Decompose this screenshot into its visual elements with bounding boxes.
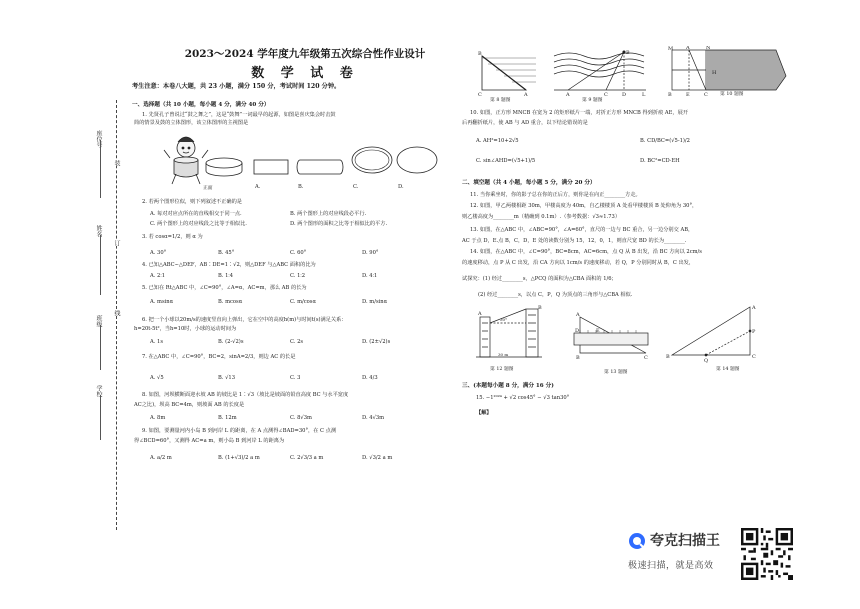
svg-text:E: E — [686, 92, 690, 98]
q1-option-b: B. — [298, 184, 304, 190]
q4-option-a: A. 2∶1 — [150, 273, 165, 279]
q11-text: 11. 当你乘坐时，你的影子总在你的正后方，则你是在向正________方走。 — [470, 192, 641, 198]
drummer-image — [164, 137, 208, 184]
svg-text:E: E — [596, 328, 600, 334]
drum-solid — [206, 158, 242, 176]
svg-text:C: C — [752, 354, 756, 360]
svg-text:Q: Q — [704, 358, 709, 363]
svg-text:D: D — [575, 328, 580, 334]
page-title: 2023～2024 学年度九年级第五次综合性作业设计 — [184, 48, 426, 60]
q8-text-b: AC之比)，坝高 BC=4m，则坡面 AB 的长度是 — [134, 402, 245, 408]
q6-option-a: A. 1s — [150, 339, 164, 345]
q6-option-b: B. (2-√2)s — [218, 339, 244, 345]
svg-text:M: M — [668, 46, 674, 52]
fig12-buildings — [476, 305, 542, 357]
q3-option-b: B. 45° — [218, 250, 235, 256]
svg-text:C: C — [604, 92, 608, 98]
answer-label: 【解】 — [476, 410, 492, 416]
q5-option-c: C. m/cosα — [290, 299, 316, 305]
svg-text:B: B — [576, 355, 580, 361]
fig12-caption: 第 12 题图 — [490, 367, 514, 372]
q4-option-b: B. 1∶4 — [218, 273, 234, 279]
q1-option-d: D. — [398, 184, 404, 190]
svg-text:C: C — [478, 92, 482, 98]
svg-text:D: D — [622, 92, 627, 98]
name-label: 姓名 — [95, 225, 102, 237]
q4-option-d: D. 4∶1 — [362, 273, 378, 279]
q2-option-c: C. 两个图形上的对应线段之比等于相似比. — [150, 221, 247, 227]
svg-text:H: H — [712, 70, 717, 76]
svg-text:A: A — [524, 92, 528, 98]
qr-code — [741, 528, 793, 580]
svg-text:C: C — [644, 355, 648, 361]
q5-option-a: A. msinα — [150, 299, 174, 305]
q9-option-c: C. 2√3/3 a m — [290, 455, 324, 461]
section2-heading: 二、填空题（共 4 小题，每小题 5 分，满分 20 分） — [462, 180, 596, 186]
q1-text-b: 简的情景及鼓的立体图形，该立体图形的主视图是 — [134, 120, 249, 126]
q7-option-b: B. √13 — [218, 375, 236, 381]
svg-text:30°: 30° — [500, 317, 508, 322]
fig13-caption: 第 13 题图 — [604, 370, 628, 375]
q3-option-d: D. 90° — [362, 250, 379, 256]
q7-option-d: D. 4/3 — [362, 375, 378, 381]
scanner-logo-icon — [628, 532, 646, 550]
q1-text: 1. 先贤孔子曾说过“鼓之舞之”，这是“鼓舞”一词最早的起源，如图是喜庆集会时击鼓 — [142, 112, 336, 118]
bind-mark-zhuang: 装 — [113, 160, 120, 166]
svg-text:C: C — [704, 92, 708, 98]
q9-option-b: B. (1+√3)/2 a m — [218, 455, 260, 461]
q8-option-d: D. 4√3m — [362, 415, 385, 421]
scanner-brand — [628, 528, 738, 578]
section1-heading: 一、选择题（共 10 小题，每小题 4 分，满分 40 分） — [132, 102, 270, 108]
svg-text:30 m: 30 m — [498, 352, 509, 357]
q8-option-c: C. 8√3m — [290, 415, 312, 421]
q12-text: 12. 如图，甲乙两楼相距 30m，甲楼高度为 40m，自乙楼楼顶 A 处看甲楼楼顶 B 处仰角为 30°， — [470, 203, 698, 209]
seat-underline — [100, 140, 101, 198]
q6-text-b: h=20t-5t²，当h=10时，小球的运动时间为 — [134, 326, 237, 332]
fig13-ruler — [574, 312, 648, 361]
svg-text:N: N — [706, 46, 711, 51]
bind-mark-xian: 线 — [113, 310, 120, 316]
q4-text: 4. 已知△ABC∽△DEF，AB∶DE=1∶√2，则△DEF 与△ABC 面积的比为 — [142, 262, 316, 268]
q6-text: 6. 把一个小球以20m/s的速度竖直向上弹出，它在空中的高度h(m)与时间t(s)满足关系： — [142, 317, 347, 323]
seat-label: 座位号 — [95, 130, 102, 148]
fig8-dam — [478, 51, 536, 98]
class-underline — [100, 325, 101, 370]
svg-text:P: P — [752, 329, 756, 335]
option-d-shape — [397, 147, 437, 173]
q9-option-d: D. √3/2 a m — [362, 455, 393, 461]
fig14-caption: 第 14 题图 — [716, 367, 740, 372]
q9-option-a: A. a/2 m — [150, 455, 172, 461]
fig10-caption: 第 10 题图 — [720, 92, 744, 97]
svg-text:A: A — [576, 312, 580, 318]
option-b-shape — [297, 160, 343, 174]
q4-option-c: C. 1∶2 — [290, 273, 306, 279]
option-a-shape — [254, 160, 288, 174]
q9-text-b: 得∠BCD=60°，又测得 AC=a m，则小岛 B 到河岸 L 的距离为 — [134, 438, 285, 444]
bind-mark-ding: 订 — [113, 240, 120, 246]
school-underline — [100, 395, 101, 440]
q8-option-a: A. 8m — [150, 415, 166, 421]
q7-option-a: A. √5 — [150, 375, 164, 381]
q10-text-b: 后再翻折纸片，使 AB 与 AD 重合，以下结论错误的是 — [462, 120, 588, 126]
svg-text:A: A — [478, 311, 482, 317]
fig8-caption: 第 8 题图 — [490, 98, 511, 103]
school-label: 学校 — [95, 385, 102, 397]
q13-text-b: AC 于点 D，E.点 B，C，D，E 处的读数分别为 15，12，0，1，则直尺宽 BD 的长为________. — [462, 238, 687, 244]
q12-text-b: 则乙楼高度为________m（精确到 0.1m）.（参考数据：√3≈1.73） — [462, 214, 621, 220]
q9-text: 9. 如图，要测量河内小岛 B 到河岸 L 的距离，在 A 点测得∠BAD=30°，在 C 点测 — [142, 428, 337, 434]
option-c-shape — [352, 147, 392, 173]
figures-8-9-10 — [476, 46, 794, 102]
svg-text:B: B — [668, 92, 672, 98]
q5-option-d: D. m/sinα — [362, 299, 388, 305]
q10-option-a: A. AH²=10+2√5 — [476, 138, 519, 144]
exam-subtitle: 数 学 试 卷 — [251, 66, 359, 81]
class-label: 班级 — [95, 315, 102, 327]
q14-part2: (2) 经过________s，以点 C，P，Q 为顶点的三角形与△CBA 相似. — [478, 292, 633, 298]
section3-heading: 三、(本题每小题 8 分，满分 16 分) — [462, 383, 554, 389]
q14-text-b: 的速度移动，点 P 从 C 出发，沿 CA 方向以 1cm/s 的速度移动，若 Q，P 分别同时从 B，C 出发， — [462, 260, 695, 266]
q14-text: 14. 如图，在△ABC 中，∠C=90°，BC=8cm，AC=6cm，点 Q 从 B 出发，沿 BC 方向以 2cm/s — [470, 249, 702, 255]
q3-option-c: C. 60° — [290, 250, 307, 256]
q5-text: 5. 已知在 Rt△ABC 中，∠C=90°，∠A=α，AC=m，那么 AB 的长为 — [142, 285, 307, 291]
q10-option-d: D. BC²=CD·EH — [640, 158, 680, 164]
q3-option-a: A. 30° — [150, 250, 167, 256]
q10-option-b: B. CD/BC=(√5-1)/2 — [640, 138, 690, 144]
q3-text: 3. 若 cosα=1/2，则 α 为 — [142, 234, 203, 240]
svg-text:B: B — [538, 305, 542, 311]
svg-text:B: B — [478, 51, 482, 57]
q1-front-label: 正面 — [203, 186, 213, 191]
q15-text: 15. −1²⁰²⁴ + √2 cos45° − √3 tan30° — [476, 395, 570, 401]
q10-text: 10. 如图，正方形 MNCB 在宽为 2 的矩形纸片一端，对折正方形 MNCB 得到折痕 AE，展开 — [470, 110, 688, 116]
exam-notice: 考生注意：本卷八大题，共 23 小题，满分 150 分，考试时间 120 分钟。 — [132, 83, 341, 90]
name-underline — [100, 235, 101, 295]
svg-text:L: L — [642, 92, 646, 98]
q2-option-b: B. 两个图形上的对应线段必平行. — [290, 211, 367, 217]
q10-option-c: C. sin∠AHD=(√5+1)/5 — [476, 158, 536, 164]
q13-text: 13. 如图，在△ABC 中，∠ABC=90°，∠A=60°，直尺的一边与 BC 重合，另一边分别交 AB， — [470, 227, 694, 233]
q7-option-c: C. 3 — [290, 375, 301, 381]
svg-text:B: B — [626, 50, 630, 56]
q1-figure — [160, 130, 440, 192]
q8-text: 8. 如图，河坝横断面迎水坡 AB 的坡比是 1∶√3（坡比是坡面的铅直高度 BC 与水平宽度 — [142, 392, 349, 398]
q1-option-c: C. — [353, 184, 359, 190]
q2-option-d: D. 两个图形的面积之比等于相似比的平方. — [290, 221, 388, 227]
q2-text: 2. 若两个图形位似，则下列叙述不正确的是 — [142, 199, 242, 205]
svg-text:A: A — [566, 92, 570, 98]
q1-option-a: A. — [255, 184, 261, 190]
fig14-triangle — [666, 305, 756, 363]
q6-option-d: D. (2±√2)s — [362, 339, 391, 345]
q14-part1: 试探究：(1) 经过________s，△PCQ 的面积为△CBA 面积的 1/6； — [462, 276, 617, 282]
fig9-caption: 第 9 题图 — [582, 98, 603, 103]
svg-text:A: A — [752, 305, 756, 311]
q6-option-c: C. 2s — [290, 339, 304, 345]
fig9-river — [554, 50, 646, 98]
scanner-brand-name: 夸克扫描王 — [650, 533, 720, 549]
q5-option-b: B. mcosα — [218, 299, 243, 305]
figures-12-13-14 — [476, 303, 796, 363]
scanner-slogan: 极速扫描，就是高效 — [628, 561, 714, 571]
q7-text: 7. 在△ABC 中，∠C=90°，BC=2，sinA=2/3，则边 AC 的长是 — [142, 354, 296, 360]
q8-option-b: B. 12m — [218, 415, 237, 421]
svg-text:B: B — [666, 354, 670, 360]
q2-option-a: A. 每对对应点所在的直线相交于同一点. — [150, 211, 242, 217]
svg-text:A: A — [686, 46, 690, 51]
